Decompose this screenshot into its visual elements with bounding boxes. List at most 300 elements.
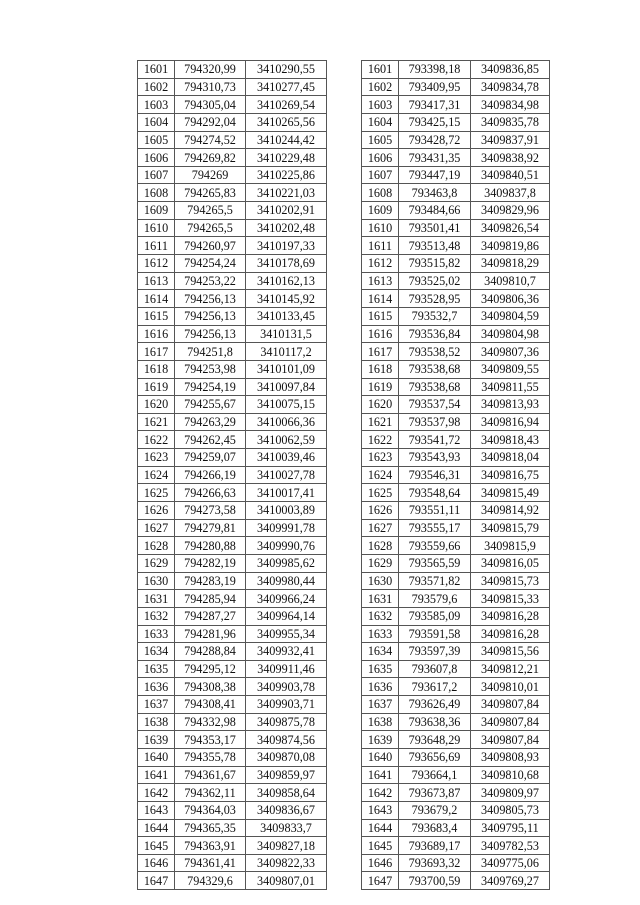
point-number-cell: 1602 <box>362 78 399 96</box>
x-coordinate-cell: 793571,82 <box>399 572 471 590</box>
x-coordinate-cell: 794263,29 <box>175 413 246 431</box>
table-row <box>138 854 327 872</box>
y-coordinate-cell: 3409955,34 <box>246 625 327 643</box>
x-coordinate-cell: 793565,59 <box>399 554 471 572</box>
point-number-cell: 1610 <box>138 219 175 237</box>
y-coordinate-cell: 3410101,09 <box>246 360 327 378</box>
point-number-cell: 1615 <box>138 307 175 325</box>
y-coordinate-cell: 3409875,78 <box>246 713 327 731</box>
point-number-cell: 1622 <box>138 431 175 449</box>
point-number-cell: 1618 <box>138 360 175 378</box>
point-number-cell: 1644 <box>138 819 175 837</box>
table-row <box>138 396 327 414</box>
x-coordinate-cell: 793656,69 <box>399 748 471 766</box>
table-row <box>362 766 550 784</box>
table-row <box>362 731 550 749</box>
point-number-cell: 1617 <box>362 343 399 361</box>
y-coordinate-cell: 3409815,9 <box>471 537 550 555</box>
table-row <box>362 360 550 378</box>
table-row <box>362 678 550 696</box>
point-number-cell: 1628 <box>138 537 175 555</box>
x-coordinate-cell: 793447,19 <box>399 166 471 184</box>
table-row <box>362 255 550 273</box>
point-number-cell: 1632 <box>138 607 175 625</box>
y-coordinate-cell: 3409859,97 <box>246 766 327 784</box>
x-coordinate-cell: 793484,66 <box>399 202 471 220</box>
point-number-cell: 1620 <box>138 396 175 414</box>
table-row <box>362 449 550 467</box>
table-row <box>362 854 550 872</box>
point-number-cell: 1644 <box>362 819 399 837</box>
x-coordinate-cell: 793673,87 <box>399 784 471 802</box>
y-coordinate-cell: 3410003,89 <box>246 502 327 520</box>
table-row <box>362 713 550 731</box>
point-number-cell: 1624 <box>138 466 175 484</box>
point-number-cell: 1641 <box>138 766 175 784</box>
table-row <box>362 466 550 484</box>
x-coordinate-cell: 794285,94 <box>175 590 246 608</box>
y-coordinate-cell: 3409836,67 <box>246 801 327 819</box>
table-row <box>138 307 327 325</box>
point-number-cell: 1613 <box>362 272 399 290</box>
y-coordinate-cell: 3409819,86 <box>471 237 550 255</box>
y-coordinate-cell: 3410197,33 <box>246 237 327 255</box>
y-coordinate-cell: 3409816,05 <box>471 554 550 572</box>
table-row <box>138 290 327 308</box>
y-coordinate-cell: 3409804,59 <box>471 307 550 325</box>
y-coordinate-cell: 3410202,91 <box>246 202 327 220</box>
table-row <box>138 554 327 572</box>
table-row <box>362 113 550 131</box>
y-coordinate-cell: 3410097,84 <box>246 378 327 396</box>
x-coordinate-cell: 793693,32 <box>399 854 471 872</box>
x-coordinate-cell: 793513,48 <box>399 237 471 255</box>
point-number-cell: 1610 <box>362 219 399 237</box>
y-coordinate-cell: 3409807,84 <box>471 731 550 749</box>
table-row <box>138 219 327 237</box>
y-coordinate-cell: 3410225,86 <box>246 166 327 184</box>
x-coordinate-cell: 793607,8 <box>399 660 471 678</box>
point-number-cell: 1638 <box>138 713 175 731</box>
point-number-cell: 1618 <box>362 360 399 378</box>
y-coordinate-cell: 3410075,15 <box>246 396 327 414</box>
point-number-cell: 1603 <box>362 96 399 114</box>
y-coordinate-cell: 3409807,01 <box>246 872 327 890</box>
x-coordinate-cell: 794310,73 <box>175 78 246 96</box>
point-number-cell: 1631 <box>362 590 399 608</box>
coordinates-table-right-body <box>362 61 550 890</box>
table-row <box>362 819 550 837</box>
x-coordinate-cell: 793528,95 <box>399 290 471 308</box>
x-coordinate-cell: 794308,41 <box>175 696 246 714</box>
point-number-cell: 1623 <box>138 449 175 467</box>
table-row <box>362 572 550 590</box>
point-number-cell: 1643 <box>138 801 175 819</box>
table-row <box>362 202 550 220</box>
point-number-cell: 1630 <box>138 572 175 590</box>
table-row <box>362 837 550 855</box>
y-coordinate-cell: 3409816,75 <box>471 466 550 484</box>
point-number-cell: 1635 <box>138 660 175 678</box>
x-coordinate-cell: 794265,5 <box>175 219 246 237</box>
x-coordinate-cell: 793409,95 <box>399 78 471 96</box>
table-row <box>362 801 550 819</box>
point-number-cell: 1637 <box>362 696 399 714</box>
x-coordinate-cell: 793664,1 <box>399 766 471 784</box>
table-row <box>362 554 550 572</box>
coordinates-table-left-body <box>138 61 327 890</box>
point-number-cell: 1604 <box>138 113 175 131</box>
x-coordinate-cell: 793548,64 <box>399 484 471 502</box>
x-coordinate-cell: 793428,72 <box>399 131 471 149</box>
table-row <box>362 61 550 79</box>
table-row <box>138 484 327 502</box>
x-coordinate-cell: 793555,17 <box>399 519 471 537</box>
table-row <box>138 325 327 343</box>
x-coordinate-cell: 793700,59 <box>399 872 471 890</box>
table-row <box>138 872 327 890</box>
x-coordinate-cell: 793425,15 <box>399 113 471 131</box>
table-row <box>138 696 327 714</box>
y-coordinate-cell: 3410290,55 <box>246 61 327 79</box>
y-coordinate-cell: 3410229,48 <box>246 149 327 167</box>
x-coordinate-cell: 794253,22 <box>175 272 246 290</box>
point-number-cell: 1601 <box>362 61 399 79</box>
x-coordinate-cell: 794251,8 <box>175 343 246 361</box>
point-number-cell: 1622 <box>362 431 399 449</box>
x-coordinate-cell: 793538,68 <box>399 378 471 396</box>
point-number-cell: 1609 <box>138 202 175 220</box>
y-coordinate-cell: 3410145,92 <box>246 290 327 308</box>
y-coordinate-cell: 3409818,43 <box>471 431 550 449</box>
point-number-cell: 1605 <box>362 131 399 149</box>
point-number-cell: 1625 <box>138 484 175 502</box>
x-coordinate-cell: 793689,17 <box>399 837 471 855</box>
x-coordinate-cell: 794283,19 <box>175 572 246 590</box>
table-row <box>362 431 550 449</box>
y-coordinate-cell: 3409815,73 <box>471 572 550 590</box>
point-number-cell: 1629 <box>362 554 399 572</box>
point-number-cell: 1625 <box>362 484 399 502</box>
y-coordinate-cell: 3410244,42 <box>246 131 327 149</box>
y-coordinate-cell: 3409827,18 <box>246 837 327 855</box>
table-row <box>138 413 327 431</box>
x-coordinate-cell: 794292,04 <box>175 113 246 131</box>
y-coordinate-cell: 3409835,78 <box>471 113 550 131</box>
table-row <box>138 837 327 855</box>
table-row <box>362 272 550 290</box>
point-number-cell: 1602 <box>138 78 175 96</box>
x-coordinate-cell: 794269,82 <box>175 149 246 167</box>
point-number-cell: 1641 <box>362 766 399 784</box>
y-coordinate-cell: 3409840,51 <box>471 166 550 184</box>
table-row <box>362 149 550 167</box>
x-coordinate-cell: 794355,78 <box>175 748 246 766</box>
point-number-cell: 1612 <box>138 255 175 273</box>
x-coordinate-cell: 793537,54 <box>399 396 471 414</box>
table-row <box>362 396 550 414</box>
table-row <box>138 237 327 255</box>
point-number-cell: 1646 <box>138 854 175 872</box>
point-number-cell: 1615 <box>362 307 399 325</box>
point-number-cell: 1645 <box>138 837 175 855</box>
point-number-cell: 1607 <box>362 166 399 184</box>
x-coordinate-cell: 794256,13 <box>175 290 246 308</box>
x-coordinate-cell: 793551,11 <box>399 502 471 520</box>
point-number-cell: 1642 <box>138 784 175 802</box>
point-number-cell: 1623 <box>362 449 399 467</box>
y-coordinate-cell: 3409795,11 <box>471 819 550 837</box>
x-coordinate-cell: 793536,84 <box>399 325 471 343</box>
table-row <box>362 378 550 396</box>
y-coordinate-cell: 3409815,49 <box>471 484 550 502</box>
y-coordinate-cell: 3409837,8 <box>471 184 550 202</box>
y-coordinate-cell: 3409991,78 <box>246 519 327 537</box>
y-coordinate-cell: 3409816,28 <box>471 625 550 643</box>
point-number-cell: 1619 <box>362 378 399 396</box>
table-row <box>138 113 327 131</box>
y-coordinate-cell: 3409769,27 <box>471 872 550 890</box>
x-coordinate-cell: 794256,13 <box>175 307 246 325</box>
x-coordinate-cell: 794279,81 <box>175 519 246 537</box>
x-coordinate-cell: 794256,13 <box>175 325 246 343</box>
table-row <box>362 607 550 625</box>
y-coordinate-cell: 3409805,73 <box>471 801 550 819</box>
point-number-cell: 1647 <box>362 872 399 890</box>
x-coordinate-cell: 793515,82 <box>399 255 471 273</box>
table-row <box>362 643 550 661</box>
x-coordinate-cell: 794305,04 <box>175 96 246 114</box>
x-coordinate-cell: 794253,98 <box>175 360 246 378</box>
table-row <box>138 96 327 114</box>
y-coordinate-cell: 3409822,33 <box>246 854 327 872</box>
x-coordinate-cell: 794362,11 <box>175 784 246 802</box>
table-row <box>138 678 327 696</box>
x-coordinate-cell: 793538,68 <box>399 360 471 378</box>
point-number-cell: 1642 <box>362 784 399 802</box>
table-row <box>138 166 327 184</box>
table-row <box>362 625 550 643</box>
point-number-cell: 1617 <box>138 343 175 361</box>
table-row <box>138 537 327 555</box>
x-coordinate-cell: 794308,38 <box>175 678 246 696</box>
y-coordinate-cell: 3409980,44 <box>246 572 327 590</box>
table-row <box>362 872 550 890</box>
x-coordinate-cell: 793525,02 <box>399 272 471 290</box>
point-number-cell: 1643 <box>362 801 399 819</box>
y-coordinate-cell: 3409816,28 <box>471 607 550 625</box>
point-number-cell: 1638 <box>362 713 399 731</box>
x-coordinate-cell: 794262,45 <box>175 431 246 449</box>
point-number-cell: 1630 <box>362 572 399 590</box>
table-row <box>138 784 327 802</box>
x-coordinate-cell: 794361,67 <box>175 766 246 784</box>
table-row <box>362 484 550 502</box>
x-coordinate-cell: 794280,88 <box>175 537 246 555</box>
table-row <box>138 255 327 273</box>
point-number-cell: 1639 <box>138 731 175 749</box>
point-number-cell: 1628 <box>362 537 399 555</box>
point-number-cell: 1616 <box>362 325 399 343</box>
point-number-cell: 1619 <box>138 378 175 396</box>
table-row <box>138 819 327 837</box>
table-row <box>138 713 327 731</box>
x-coordinate-cell: 794260,97 <box>175 237 246 255</box>
point-number-cell: 1640 <box>362 748 399 766</box>
point-number-cell: 1647 <box>138 872 175 890</box>
y-coordinate-cell: 3409813,93 <box>471 396 550 414</box>
y-coordinate-cell: 3410062,59 <box>246 431 327 449</box>
table-row <box>362 166 550 184</box>
y-coordinate-cell: 3409903,78 <box>246 678 327 696</box>
y-coordinate-cell: 3410066,36 <box>246 413 327 431</box>
table-row <box>362 290 550 308</box>
x-coordinate-cell: 794255,67 <box>175 396 246 414</box>
point-number-cell: 1603 <box>138 96 175 114</box>
table-row <box>138 466 327 484</box>
point-number-cell: 1609 <box>362 202 399 220</box>
point-number-cell: 1633 <box>362 625 399 643</box>
y-coordinate-cell: 3410027,78 <box>246 466 327 484</box>
x-coordinate-cell: 794282,19 <box>175 554 246 572</box>
point-number-cell: 1632 <box>362 607 399 625</box>
x-coordinate-cell: 793463,8 <box>399 184 471 202</box>
table-row <box>362 343 550 361</box>
x-coordinate-cell: 794287,27 <box>175 607 246 625</box>
x-coordinate-cell: 793585,09 <box>399 607 471 625</box>
table-row <box>138 572 327 590</box>
x-coordinate-cell: 794361,41 <box>175 854 246 872</box>
y-coordinate-cell: 3409990,76 <box>246 537 327 555</box>
point-number-cell: 1634 <box>362 643 399 661</box>
point-number-cell: 1614 <box>138 290 175 308</box>
y-coordinate-cell: 3410017,41 <box>246 484 327 502</box>
y-coordinate-cell: 3409911,46 <box>246 660 327 678</box>
point-number-cell: 1633 <box>138 625 175 643</box>
x-coordinate-cell: 794365,35 <box>175 819 246 837</box>
x-coordinate-cell: 793626,49 <box>399 696 471 714</box>
x-coordinate-cell: 793431,35 <box>399 149 471 167</box>
x-coordinate-cell: 794353,17 <box>175 731 246 749</box>
y-coordinate-cell: 3410265,56 <box>246 113 327 131</box>
y-coordinate-cell: 3409874,56 <box>246 731 327 749</box>
table-row <box>138 378 327 396</box>
table-row <box>362 519 550 537</box>
x-coordinate-cell: 793648,29 <box>399 731 471 749</box>
x-coordinate-cell: 794364,03 <box>175 801 246 819</box>
point-number-cell: 1608 <box>362 184 399 202</box>
y-coordinate-cell: 3409985,62 <box>246 554 327 572</box>
y-coordinate-cell: 3409804,98 <box>471 325 550 343</box>
y-coordinate-cell: 3409812,21 <box>471 660 550 678</box>
table-row <box>138 184 327 202</box>
table-row <box>138 78 327 96</box>
x-coordinate-cell: 794329,6 <box>175 872 246 890</box>
x-coordinate-cell: 794269 <box>175 166 246 184</box>
y-coordinate-cell: 3410178,69 <box>246 255 327 273</box>
table-row <box>362 184 550 202</box>
point-number-cell: 1621 <box>362 413 399 431</box>
table-row <box>362 660 550 678</box>
point-number-cell: 1621 <box>138 413 175 431</box>
coordinates-table-left <box>137 60 327 890</box>
point-number-cell: 1640 <box>138 748 175 766</box>
x-coordinate-cell: 793417,31 <box>399 96 471 114</box>
table-row <box>362 307 550 325</box>
x-coordinate-cell: 794265,5 <box>175 202 246 220</box>
x-coordinate-cell: 793638,36 <box>399 713 471 731</box>
y-coordinate-cell: 3409836,85 <box>471 61 550 79</box>
table-row <box>362 784 550 802</box>
point-number-cell: 1645 <box>362 837 399 855</box>
y-coordinate-cell: 3409815,79 <box>471 519 550 537</box>
x-coordinate-cell: 793546,31 <box>399 466 471 484</box>
x-coordinate-cell: 794332,98 <box>175 713 246 731</box>
point-number-cell: 1635 <box>362 660 399 678</box>
table-row <box>138 625 327 643</box>
x-coordinate-cell: 794274,52 <box>175 131 246 149</box>
x-coordinate-cell: 793591,58 <box>399 625 471 643</box>
table-row <box>138 731 327 749</box>
y-coordinate-cell: 3409810,01 <box>471 678 550 696</box>
y-coordinate-cell: 3409775,06 <box>471 854 550 872</box>
y-coordinate-cell: 3410221,03 <box>246 184 327 202</box>
y-coordinate-cell: 3409838,92 <box>471 149 550 167</box>
y-coordinate-cell: 3409818,29 <box>471 255 550 273</box>
x-coordinate-cell: 793617,2 <box>399 678 471 696</box>
point-number-cell: 1612 <box>362 255 399 273</box>
x-coordinate-cell: 793501,41 <box>399 219 471 237</box>
y-coordinate-cell: 3409810,7 <box>471 272 550 290</box>
y-coordinate-cell: 3410269,54 <box>246 96 327 114</box>
x-coordinate-cell: 793541,72 <box>399 431 471 449</box>
table-row <box>138 766 327 784</box>
y-coordinate-cell: 3409808,93 <box>471 748 550 766</box>
x-coordinate-cell: 794363,91 <box>175 837 246 855</box>
y-coordinate-cell: 3409829,96 <box>471 202 550 220</box>
x-coordinate-cell: 794254,24 <box>175 255 246 273</box>
table-row <box>138 519 327 537</box>
point-number-cell: 1626 <box>138 502 175 520</box>
x-coordinate-cell: 794266,19 <box>175 466 246 484</box>
table-row <box>138 431 327 449</box>
x-coordinate-cell: 793597,39 <box>399 643 471 661</box>
y-coordinate-cell: 3409815,33 <box>471 590 550 608</box>
y-coordinate-cell: 3409807,36 <box>471 343 550 361</box>
point-number-cell: 1624 <box>362 466 399 484</box>
point-number-cell: 1606 <box>362 149 399 167</box>
x-coordinate-cell: 794265,83 <box>175 184 246 202</box>
table-row <box>138 607 327 625</box>
y-coordinate-cell: 3410202,48 <box>246 219 327 237</box>
x-coordinate-cell: 793398,18 <box>399 61 471 79</box>
table-row <box>138 61 327 79</box>
table-row <box>138 343 327 361</box>
table-row <box>138 360 327 378</box>
y-coordinate-cell: 3410039,46 <box>246 449 327 467</box>
y-coordinate-cell: 3409815,56 <box>471 643 550 661</box>
y-coordinate-cell: 3409810,68 <box>471 766 550 784</box>
y-coordinate-cell: 3409858,64 <box>246 784 327 802</box>
y-coordinate-cell: 3410131,5 <box>246 325 327 343</box>
y-coordinate-cell: 3409806,36 <box>471 290 550 308</box>
x-coordinate-cell: 794254,19 <box>175 378 246 396</box>
table-row <box>362 590 550 608</box>
y-coordinate-cell: 3409834,78 <box>471 78 550 96</box>
point-number-cell: 1616 <box>138 325 175 343</box>
point-number-cell: 1611 <box>362 237 399 255</box>
x-coordinate-cell: 794320,99 <box>175 61 246 79</box>
